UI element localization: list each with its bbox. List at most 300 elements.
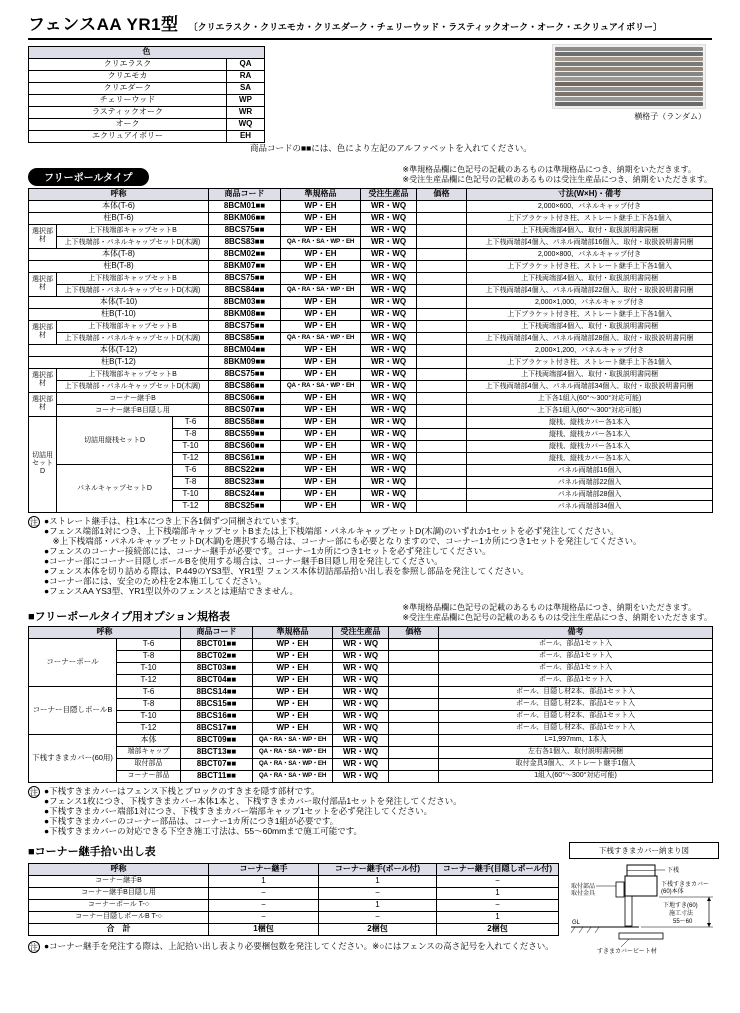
table-cell: T-8 xyxy=(173,428,209,440)
table-cell: WR・WQ xyxy=(361,416,417,428)
note-line: ●下桟すきまカバーの対応できる下空き施工寸法は、55〜60mmまで施工可能です。 xyxy=(44,825,363,836)
column-header: 呼称 xyxy=(29,863,209,875)
table-cell: 切詰用縦桟セットD xyxy=(57,416,173,464)
table-cell: WR・WQ xyxy=(361,452,417,464)
table-cell: WP・EH xyxy=(281,356,361,368)
table-cell: 8BCS59■■ xyxy=(209,428,281,440)
table-cell: WP・EH xyxy=(281,308,361,320)
table-cell: 8BCT09■■ xyxy=(181,734,253,746)
table-cell: WP・EH xyxy=(281,452,361,464)
table-cell: WP・EH xyxy=(281,392,361,404)
table-cell: − xyxy=(209,911,319,923)
note-icon: 注 xyxy=(30,942,38,952)
table-cell: T-8 xyxy=(117,698,181,710)
table-row xyxy=(29,131,265,143)
table-cell: WR・WQ xyxy=(361,356,417,368)
table-cell: 8BCM01■■ xyxy=(209,200,281,212)
table-cell: WR・WQ xyxy=(361,392,417,404)
table-cell: WR・WQ xyxy=(361,284,417,296)
note-line: ●コーナー継手を発注する際は、上記拾い出し表より必要梱包数を発注してください。※○にはフェンスの高さ記号を入れてください。 xyxy=(44,940,554,951)
table-row xyxy=(29,911,559,923)
table-cell xyxy=(417,380,467,392)
table-cell xyxy=(417,248,467,260)
corner-pickup-table xyxy=(28,863,559,936)
table-cell: EH xyxy=(227,131,265,143)
table-cell: 合 計 xyxy=(29,923,209,935)
table-cell: 選択部材 xyxy=(29,272,57,296)
table-cell: 上下桟端部キャップセットB xyxy=(57,320,209,332)
note-line: ●下桟すきまカバーはフェンス下桟とブロックのすきまを隠す部材です。 xyxy=(44,785,320,796)
table-cell: 8BCS17■■ xyxy=(181,722,253,734)
note-line: ●フェンスAA YS3型、YR1型以外のフェンスとは連結できません。 xyxy=(44,585,298,596)
table-cell: WR xyxy=(227,107,265,119)
column-header: 受注生産品 xyxy=(361,188,417,200)
table-cell: 上下各1組入(60°〜300°対応可能) xyxy=(467,392,713,404)
gap-cover-diagram xyxy=(569,842,719,962)
table-cell: WP・EH xyxy=(281,440,361,452)
table-cell: オーク xyxy=(29,119,227,131)
table-cell: コーナーポール T-○ xyxy=(29,899,209,911)
options-header-notes xyxy=(402,603,712,624)
column-header: 受注生産品 xyxy=(333,626,389,638)
table-cell: パネル両端部16個入 xyxy=(467,464,713,476)
header-row xyxy=(29,863,559,875)
table-cell: ポール、部品1セット入 xyxy=(439,674,713,686)
note-line: ●フェンス端部1対につき、上下桟端部キャップセットBまたは上下桟端部・パネルキャップセットD(木調)のいずれか1セットを必ず発注してください。 xyxy=(44,525,619,536)
column-header: 準規格品 xyxy=(281,188,361,200)
table-row xyxy=(29,464,713,476)
table-cell: 8BCT11■■ xyxy=(181,770,253,782)
header-row xyxy=(29,626,713,638)
note-icon: 注 xyxy=(30,787,38,797)
gap-cover-drawing xyxy=(569,861,719,957)
table-cell: T-6 xyxy=(173,464,209,476)
table-cell: 上下桟両端部4個入、取付・取扱説明書同梱 xyxy=(467,368,713,380)
table-cell: WR・WQ xyxy=(333,734,389,746)
table-row xyxy=(29,320,713,332)
table-cell: 柱B(T-8) xyxy=(29,260,209,272)
freepole-section-header xyxy=(28,165,712,186)
table-cell: 8BCS16■■ xyxy=(181,710,253,722)
column-header: 商品コード xyxy=(209,188,281,200)
table-cell: 選択部材 xyxy=(29,320,57,344)
table-row xyxy=(29,260,713,272)
table-cell: 2,000×600、パネルキャップ付き xyxy=(467,200,713,212)
table-cell: WQ xyxy=(227,119,265,131)
table-cell: 8BKM08■■ xyxy=(209,308,281,320)
table-cell: 8BCS06■■ xyxy=(209,392,281,404)
table-cell xyxy=(417,404,467,416)
table-cell: 8BKM09■■ xyxy=(209,356,281,368)
table-cell: 選択部材 xyxy=(29,224,57,248)
table-cell: 本体(T-10) xyxy=(29,296,209,308)
table-cell: コーナー部品 xyxy=(117,770,181,782)
table-cell xyxy=(417,200,467,212)
table-cell: 8BCT01■■ xyxy=(181,638,253,650)
table-cell: WR・WQ xyxy=(333,662,389,674)
color-lineup-subtitle: 〔クリエラスク・クリエモカ・クリエダーク・チェリーウッド・ラスティックオーク・オーク・エクリュアイボリー〕 xyxy=(188,22,663,32)
bottom-section xyxy=(28,842,712,962)
table-cell: 8BCT13■■ xyxy=(181,746,253,758)
table-cell: ポール、目隠し材2本、部品1セット入 xyxy=(439,722,713,734)
table-cell: 選択部材 xyxy=(29,368,57,392)
table-cell: 8BKM06■■ xyxy=(209,212,281,224)
table-cell: ポール、目隠し材2本、部品1セット入 xyxy=(439,698,713,710)
table-cell: 上下桟両端部4個入、取付・取扱説明書同梱 xyxy=(467,224,713,236)
table-cell: WP・EH xyxy=(253,686,333,698)
fence-slat xyxy=(555,92,703,96)
table-row xyxy=(29,212,713,224)
table-row xyxy=(29,638,713,650)
table-cell: QA xyxy=(227,59,265,71)
table-cell: WR・WQ xyxy=(333,770,389,782)
table-cell: 上下桟端部キャップセットB xyxy=(57,368,209,380)
note-line: ●フェンスのコーナー接続部には、コーナー継手が必要です。コーナー1カ所につき1セットを必ず発注してください。 xyxy=(44,545,491,556)
gl-label: GL xyxy=(572,919,581,926)
column-header: コーナー継手 xyxy=(209,863,319,875)
note-line: ●フェンス1枚につき、下桟すきまカバー本体1本と、下桟すきまカバー取付部品1セットを発注してください。 xyxy=(44,795,462,806)
table-cell: 8BCM03■■ xyxy=(209,296,281,308)
table-row xyxy=(29,83,265,95)
options-table-label: ■フリーポールタイプ用オプション規格表 xyxy=(28,610,231,623)
table-cell: RA xyxy=(227,71,265,83)
table-cell: T-10 xyxy=(173,440,209,452)
table-cell: WR・WQ xyxy=(333,698,389,710)
fence-slat xyxy=(555,87,703,91)
table-cell: クリエモカ xyxy=(29,71,227,83)
table-cell xyxy=(417,428,467,440)
table-cell: T-12 xyxy=(117,674,181,686)
table-cell: コーナー継手B目隠し用 xyxy=(57,404,209,416)
column-header: 呼称 xyxy=(29,188,209,200)
table-cell: QA・RA・SA・WP・EH xyxy=(281,332,361,344)
table-cell: 選択部材 xyxy=(29,392,57,416)
column-header: 準規格品 xyxy=(253,626,333,638)
table-cell: QA・RA・SA・WP・EH xyxy=(253,746,333,758)
column-header: 価格 xyxy=(417,188,467,200)
table-cell: T-6 xyxy=(117,638,181,650)
table-cell: 2,000×800、パネルキャップ付き xyxy=(467,248,713,260)
table-cell: コーナーポール xyxy=(29,638,117,686)
table-cell: 柱B(T-12) xyxy=(29,356,209,368)
page-title: フェンスAA YR1型 xyxy=(28,15,179,34)
table-row xyxy=(29,344,713,356)
corner-table-label: ■コーナー継手拾い出し表 xyxy=(28,845,156,858)
table-cell: WR・WQ xyxy=(361,308,417,320)
table-cell: WP・EH xyxy=(281,296,361,308)
table-cell: WP・EH xyxy=(281,272,361,284)
table-cell: 1 xyxy=(209,875,319,887)
table-row xyxy=(29,95,265,107)
fence-slat xyxy=(555,52,703,56)
table-cell: WP・EH xyxy=(281,416,361,428)
table-cell xyxy=(389,710,439,722)
table-row xyxy=(29,722,713,734)
table-cell: T-12 xyxy=(173,452,209,464)
column-header: 商品コード xyxy=(181,626,253,638)
table-cell: 8BCT03■■ xyxy=(181,662,253,674)
table-cell: ポール、目隠し材2本、部品1セット入 xyxy=(439,710,713,722)
table-cell: 上下桟端部・パネルキャップセットD(木調) xyxy=(57,236,209,248)
table-cell: 8BCS75■■ xyxy=(209,272,281,284)
table-cell: 1組入(60°〜300°対応可能) xyxy=(439,770,713,782)
page-header xyxy=(28,10,712,40)
options-section-header xyxy=(28,603,712,624)
table-cell: 8BCS23■■ xyxy=(209,476,281,488)
table-cell: 本体(T-6) xyxy=(29,200,209,212)
table-cell xyxy=(389,662,439,674)
table-cell: 8BCS24■■ xyxy=(209,488,281,500)
note-line: ●コーナー部には、安全のため柱を2本施工してください。 xyxy=(44,575,267,586)
column-header: 色 xyxy=(29,47,265,59)
table-cell: クリエダーク xyxy=(29,83,227,95)
table-row xyxy=(29,284,713,296)
table-cell xyxy=(417,344,467,356)
column-header: コーナー継手(目隠しポール付) xyxy=(437,863,559,875)
table-cell xyxy=(417,320,467,332)
table-cell: 縦桟、縦桟カバー各1本入 xyxy=(467,440,713,452)
table-row xyxy=(29,899,559,911)
table-cell: QA・RA・SA・WP・EH xyxy=(253,734,333,746)
table-cell: 本体 xyxy=(117,734,181,746)
table-cell xyxy=(417,500,467,512)
table-row xyxy=(29,368,713,380)
freepole-notes xyxy=(44,516,641,596)
cover-label-1: 下桟すきまカバー xyxy=(661,881,710,888)
table-cell: T-8 xyxy=(173,476,209,488)
table-cell: 8BCM04■■ xyxy=(209,344,281,356)
table-row xyxy=(29,59,265,71)
table-cell xyxy=(417,476,467,488)
table-cell: SA xyxy=(227,83,265,95)
table-cell: 上下桟端部キャップセットB xyxy=(57,272,209,284)
table-cell: 上下各1組入(60°〜300°対応可能) xyxy=(467,404,713,416)
corner-pickup-section xyxy=(28,842,559,958)
table-cell: QA・RA・SA・WP・EH xyxy=(281,284,361,296)
table-cell: 上下桟端部・パネルキャップセットD(木調) xyxy=(57,284,209,296)
table-row xyxy=(29,758,713,770)
table-cell: WR・WQ xyxy=(361,440,417,452)
table-row xyxy=(29,332,713,344)
table-cell: 1梱包 xyxy=(209,923,319,935)
table-cell: WP・EH xyxy=(281,428,361,440)
table-cell: 上下桟端部・パネルキャップセットD(木調) xyxy=(57,332,209,344)
table-cell: WP・EH xyxy=(281,344,361,356)
fence-slat xyxy=(555,47,703,51)
column-header: コーナー継手(ポール付) xyxy=(319,863,437,875)
table-row xyxy=(29,296,713,308)
table-row xyxy=(29,710,713,722)
table-cell: WR・WQ xyxy=(361,344,417,356)
table-cell: 上下桟端部キャップセットB xyxy=(57,224,209,236)
table-cell: 上下ブラケット付き柱、ストレート継手上下各1個入 xyxy=(467,356,713,368)
table-row xyxy=(29,200,713,212)
table-cell: 取付金具3個入、ストレート継手1個入 xyxy=(439,758,713,770)
table-cell: ラスティックオーク xyxy=(29,107,227,119)
fence-photo xyxy=(552,44,706,109)
table-cell: T-6 xyxy=(173,416,209,428)
table-row xyxy=(29,686,713,698)
table-cell xyxy=(417,308,467,320)
table-cell: 8BCT07■■ xyxy=(181,758,253,770)
table-cell: 2,000×1,000、パネルキャップ付き xyxy=(467,296,713,308)
dim-label: 施工寸法 xyxy=(669,910,694,917)
table-cell: WP xyxy=(227,95,265,107)
table-cell: コーナー目隠しポールB xyxy=(29,686,117,734)
column-header: 寸法(W×H)・備考 xyxy=(467,188,713,200)
table-cell: WR・WQ xyxy=(361,368,417,380)
table-cell: 8BCS25■■ xyxy=(209,500,281,512)
note-line: ●ストレート継手は、柱1本につき上下各1個ずつ同梱されています。 xyxy=(44,515,305,526)
table-cell: 8BCS58■■ xyxy=(209,416,281,428)
table-cell: WR・WQ xyxy=(333,650,389,662)
fence-slat xyxy=(555,67,703,71)
table-cell: 上下桟両端部4個入、パネル両端部22個入、取付・取扱説明書同梱 xyxy=(467,284,713,296)
table-cell: 下桟すきまカバー(60用) xyxy=(29,734,117,782)
header-row xyxy=(29,47,265,59)
table-row xyxy=(29,224,713,236)
table-cell: QA・RA・SA・WP・EH xyxy=(281,236,361,248)
table-row xyxy=(29,734,713,746)
note-line: ●下桟すきまカバー端部1対につき、下桟すきまカバー端部キャップ1セットを必ず発注してください。 xyxy=(44,805,433,816)
table-cell: WR・WQ xyxy=(333,758,389,770)
options-notes xyxy=(44,786,462,836)
fence-slat xyxy=(555,102,703,106)
table-cell xyxy=(417,356,467,368)
table-cell: WP・EH xyxy=(253,698,333,710)
table-cell xyxy=(417,488,467,500)
table-row xyxy=(29,119,265,131)
table-cell: T-10 xyxy=(117,662,181,674)
table-cell xyxy=(417,272,467,284)
table-cell xyxy=(389,686,439,698)
table-cell: WR・WQ xyxy=(361,224,417,236)
table-cell: 縦桟、縦桟カバー各1本入 xyxy=(467,428,713,440)
table-row xyxy=(29,248,713,260)
table-cell: − xyxy=(209,887,319,899)
note-icon: 注 xyxy=(30,517,38,527)
table-cell xyxy=(417,224,467,236)
table-cell: WR・WQ xyxy=(333,674,389,686)
table-cell xyxy=(417,416,467,428)
table-cell: WR・WQ xyxy=(361,428,417,440)
table-cell: 縦桟、縦桟カバー各1本入 xyxy=(467,452,713,464)
freepole-products-table xyxy=(28,188,713,513)
table-cell: 上下桟両端部4個入、パネル両端部34個入、取付・取扱説明書同梱 xyxy=(467,380,713,392)
note-line: ●下桟すきまカバーのコーナー部品は、コーナー1カ所につき1組が必要です。 xyxy=(44,815,339,826)
table-cell: WR・WQ xyxy=(361,272,417,284)
table-cell: 本体(T-8) xyxy=(29,248,209,260)
table-row xyxy=(29,356,713,368)
top-section xyxy=(28,40,712,158)
table-cell: WR・WQ xyxy=(361,488,417,500)
table-cell: WR・WQ xyxy=(361,320,417,332)
table-cell: QA・RA・SA・WP・EH xyxy=(281,380,361,392)
cover-label-2: (60)本体 xyxy=(661,888,684,895)
table-row xyxy=(29,107,265,119)
table-cell: WP・EH xyxy=(253,638,333,650)
table-cell: 8BCS61■■ xyxy=(209,452,281,464)
table-cell xyxy=(417,296,467,308)
base-label: すきまカバービート材 xyxy=(597,948,657,955)
table-cell: パネル両端部34個入 xyxy=(467,500,713,512)
table-cell: WP・EH xyxy=(253,710,333,722)
table-cell: コーナー継手B目隠し用 xyxy=(29,887,209,899)
table-cell: T-10 xyxy=(117,710,181,722)
table-cell xyxy=(417,284,467,296)
table-cell: WR・WQ xyxy=(361,248,417,260)
corner-final-note xyxy=(44,941,554,953)
table-cell: T-6 xyxy=(117,686,181,698)
table-cell: − xyxy=(437,875,559,887)
table-cell: 切詰用セットD xyxy=(29,416,57,512)
table-cell: WR・WQ xyxy=(361,296,417,308)
table-cell: WR・WQ xyxy=(361,332,417,344)
table-cell: ポール、部品1セット入 xyxy=(439,638,713,650)
table-cell: WR・WQ xyxy=(361,500,417,512)
diagram-title: 下桟すきまカバー納まり図 xyxy=(569,842,719,859)
table-cell: WP・EH xyxy=(281,224,361,236)
table-cell: 8BCS84■■ xyxy=(209,284,281,296)
table-cell: 8BCS07■■ xyxy=(209,404,281,416)
table-cell: WP・EH xyxy=(281,464,361,476)
table-cell: WR・WQ xyxy=(361,464,417,476)
table-row xyxy=(29,770,713,782)
freepole-header-notes xyxy=(402,165,712,186)
table-cell: 8BCS15■■ xyxy=(181,698,253,710)
table-cell: WP・EH xyxy=(281,476,361,488)
fence-slat xyxy=(555,62,703,66)
rail-label: 下桟 xyxy=(667,867,680,874)
header-row xyxy=(29,188,713,200)
table-cell: WR・WQ xyxy=(333,686,389,698)
table-row xyxy=(29,674,713,686)
table-cell: クリエラスク xyxy=(29,59,227,71)
freepole-notes-block xyxy=(28,516,712,596)
table-cell: 1 xyxy=(319,875,437,887)
column-header: 価格 xyxy=(389,626,439,638)
table-cell: 8BCS14■■ xyxy=(181,686,253,698)
table-cell: WP・EH xyxy=(253,674,333,686)
color-code-note: 商品コードの■■には、色により左記のアルファベットを入れてください。 xyxy=(250,143,532,153)
table-cell: 8BCS75■■ xyxy=(209,224,281,236)
table-row xyxy=(29,404,713,416)
table-cell: 1 xyxy=(437,911,559,923)
table-cell: WR・WQ xyxy=(361,212,417,224)
table-cell: 左右各1個入、取付説明書同梱 xyxy=(439,746,713,758)
table-cell: WR・WQ xyxy=(361,404,417,416)
table-row xyxy=(29,662,713,674)
table-cell: WP・EH xyxy=(281,212,361,224)
table-cell: 柱B(T-6) xyxy=(29,212,209,224)
table-cell: WP・EH xyxy=(281,260,361,272)
table-cell: 2梱包 xyxy=(437,923,559,935)
table-cell xyxy=(417,212,467,224)
table-cell: T-12 xyxy=(117,722,181,734)
table-row xyxy=(29,698,713,710)
table-cell: − xyxy=(209,899,319,911)
table-cell: WR・WQ xyxy=(361,380,417,392)
table-cell: WP・EH xyxy=(253,662,333,674)
gap-label: 下地すき(60) xyxy=(663,902,698,909)
fence-slat xyxy=(555,77,703,81)
table-cell: コーナー目隠しポールB T-○ xyxy=(29,911,209,923)
parts-label-1: 取付部品 xyxy=(571,883,596,890)
table-cell: T-12 xyxy=(173,500,209,512)
table-cell xyxy=(389,650,439,662)
fence-slat xyxy=(555,72,703,76)
table-cell xyxy=(389,770,439,782)
